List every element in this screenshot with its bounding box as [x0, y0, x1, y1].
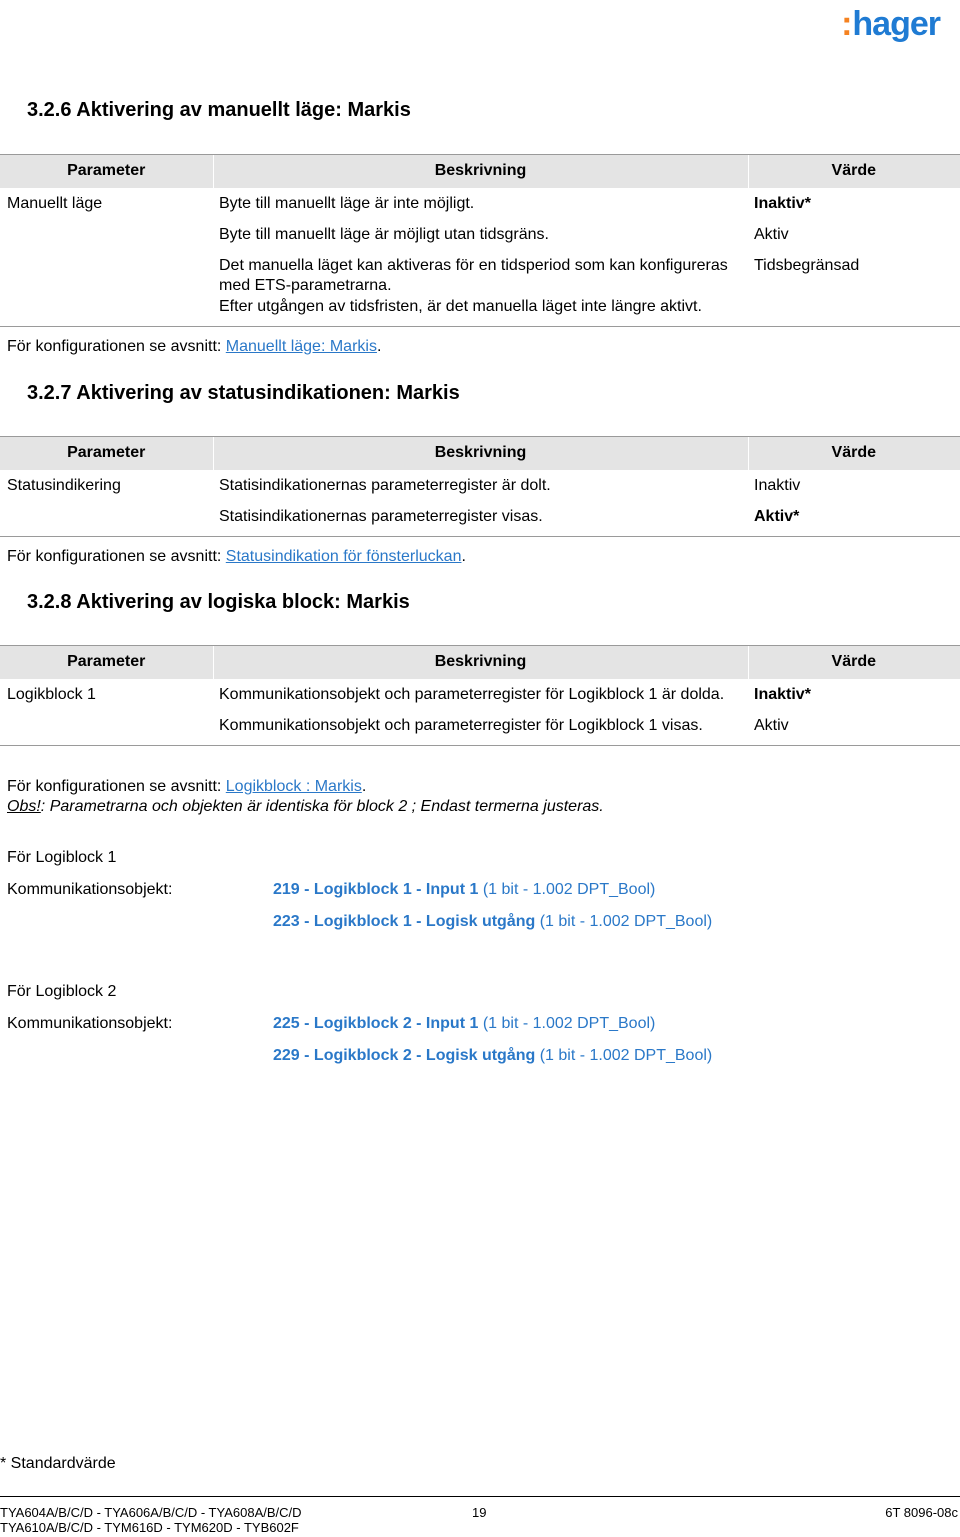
- row-value: Aktiv*: [748, 501, 960, 536]
- block-title: För Logiblock 1: [7, 849, 117, 866]
- parameter-table-logic-blocks: [0, 645, 960, 746]
- section-link[interactable]: Manuellt läge: Markis: [225, 338, 377, 355]
- row-description: Statisindikationernas parameterregister är dolt.: [219, 477, 551, 494]
- table-row: [0, 219, 960, 250]
- row-value: Inaktiv: [754, 477, 801, 494]
- column-header-parameter: Parameter: [0, 155, 213, 189]
- section-heading-3-2-8: 3.2.8 Aktivering av logiska block: Markis: [27, 591, 410, 613]
- row-description: Byte till manuellt läge är inte möjligt.: [219, 195, 475, 212]
- section-heading-3-2-7: 3.2.7 Aktivering av statusindikationen: Markis: [27, 382, 460, 404]
- comm-object[interactable]: 223 - Logikblock 1 - Logisk utgång (1 bit - 1.002 DPT_Bool): [273, 913, 713, 930]
- row-description: Statisindikationernas parameterregister visas.: [213, 501, 748, 536]
- footer-divider: [0, 1496, 960, 1497]
- comm-object[interactable]: 219 - Logikblock 1 - Input 1 (1 bit - 1.002 DPT_Bool): [273, 881, 656, 898]
- row-description-line: Efter utgången av tidsfristen, är det manuella läget inte längre aktivt.: [219, 298, 702, 316]
- column-header-value: Värde: [748, 437, 960, 471]
- comm-object[interactable]: 225 - Logikblock 2 - Input 1 (1 bit - 1.002 DPT_Bool): [273, 1015, 656, 1032]
- parameter-name: Logikblock 1: [7, 686, 96, 703]
- footer-models-line2: TYA610A/B/C/D - TYM616D - TYM620D - TYB602F: [0, 1520, 299, 1535]
- config-note: För konfigurationen se avsnitt: Manuellt läge: Markis.: [7, 338, 382, 355]
- row-value: Tidsbegränsad: [748, 250, 960, 327]
- parameter-table-status: [0, 436, 960, 537]
- comm-object-label: Kommunikationsobjekt:: [7, 1015, 173, 1032]
- page-number: 19: [472, 1505, 487, 1520]
- comm-object-label: Kommunikationsobjekt:: [7, 881, 173, 898]
- column-header-parameter: Parameter: [0, 646, 213, 680]
- row-value: Aktiv: [754, 225, 789, 243]
- section-link[interactable]: Statusindikation för fönsterluckan: [225, 548, 462, 565]
- block-title: För Logiblock 2: [7, 983, 117, 1000]
- document-reference: 6T 8096-08c: [885, 1505, 958, 1520]
- column-header-description: Beskrivning: [213, 646, 748, 680]
- parameter-name: Statusindikering: [7, 477, 121, 494]
- table-row: [0, 188, 960, 219]
- footer-models-line1: TYA604A/B/C/D - TYA606A/B/C/D - TYA608A/B/C/D: [0, 1505, 302, 1520]
- table-row: [0, 679, 960, 710]
- comm-object[interactable]: 229 - Logikblock 2 - Logisk utgång (1 bit - 1.002 DPT_Bool): [273, 1047, 713, 1064]
- table-row: [0, 710, 960, 745]
- config-note: För konfigurationen se avsnitt: Logikblock : Markis.: [7, 778, 367, 795]
- hager-logo: :hager: [841, 5, 940, 43]
- section-heading-3-2-6: 3.2.6 Aktivering av manuellt läge: Markis: [27, 99, 411, 121]
- row-description: Kommunikationsobjekt och parameterregister för Logikblock 1 visas.: [213, 710, 748, 745]
- row-description: [213, 250, 748, 327]
- row-value: Inaktiv*: [754, 686, 811, 703]
- row-description: Byte till manuellt läge är möjligt utan tidsgräns.: [219, 225, 549, 243]
- row-value: Inaktiv*: [754, 195, 811, 212]
- table-row: [0, 470, 960, 501]
- parameter-table-manual-mode: [0, 154, 960, 327]
- parameter-name: Manuellt läge: [7, 195, 103, 212]
- column-header-value: Värde: [748, 646, 960, 680]
- section-link[interactable]: Logikblock : Markis: [225, 778, 362, 795]
- column-header-parameter: Parameter: [0, 437, 213, 471]
- footnote: * Standardvärde: [0, 1455, 116, 1472]
- row-description-line: Det manuella läget kan aktiveras för en tidsperiod som kan konfigureras med ETS-parametrarna.: [219, 256, 728, 295]
- row-description: Kommunikationsobjekt och parameterregister för Logikblock 1 är dolda.: [219, 686, 725, 703]
- column-header-description: Beskrivning: [213, 155, 748, 189]
- column-header-value: Värde: [748, 155, 960, 189]
- table-row: [0, 501, 960, 536]
- row-value: Aktiv: [748, 710, 960, 745]
- config-note: För konfigurationen se avsnitt: Statusindikation för fönsterluckan.: [7, 548, 466, 565]
- column-header-description: Beskrivning: [213, 437, 748, 471]
- obs-note: Obs!: Parametrarna och objekten är identiska för block 2 ; Endast termerna justeras.: [7, 798, 604, 815]
- table-row: [0, 250, 960, 327]
